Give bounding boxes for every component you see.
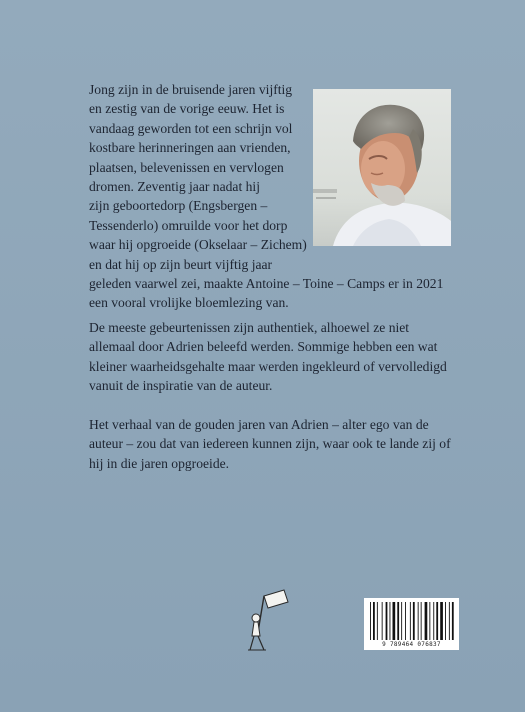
author-photo — [313, 89, 451, 246]
barcode-bar — [445, 602, 446, 640]
paragraph-line: allemaal door Adrien beleefd werden. Sommige hebben een wat — [89, 339, 438, 355]
barcode-bar — [386, 602, 388, 640]
intro-line: plaatsen, belevenissen en vervlogen — [89, 159, 284, 175]
barcode-bar — [452, 602, 454, 640]
intro-line: Jong zijn in de bruisende jaren vijftig — [89, 82, 293, 97]
intro-line: dromen. Zeventig jaar nadat hij — [89, 179, 260, 195]
paragraph-line: Het verhaal van de gouden jaren van Adrien – alter ego van de — [89, 417, 429, 432]
barcode-bar — [418, 602, 419, 640]
intro-line: waar hij opgroeide (Okselaar – Zichem) — [89, 237, 307, 253]
intro-line: zijn geboortedorp (Engsbergen – — [89, 198, 268, 214]
intro-line: en dat hij op zijn beurt vijftig jaar — [89, 256, 273, 272]
barcode-bar — [405, 602, 406, 640]
flag-figure-icon — [244, 588, 290, 654]
paragraph-authenticity — [89, 318, 447, 396]
barcode-bar — [440, 602, 443, 640]
paragraph-golden-years — [89, 415, 451, 473]
paragraph-line: De meeste gebeurtenissen zijn authentiek, alhoewel ze niet — [89, 320, 410, 335]
barcode-bar — [421, 602, 422, 640]
barcode-bar — [373, 602, 375, 640]
barcode-bar — [410, 602, 411, 640]
barcode-bar — [393, 602, 396, 640]
paragraph-line: kleiner waarheidsgehalte maar werden ingekleurd of vervolledigd — [89, 358, 447, 374]
paragraph-line: hij in die jaren opgroeide. — [89, 455, 230, 471]
barcode-bar — [429, 602, 430, 640]
intro-line: een vooral vrolijke bloemlezing van. — [89, 295, 289, 311]
barcode-bar — [449, 602, 450, 640]
barcode-bar — [436, 602, 438, 640]
barcode-bar — [390, 602, 391, 640]
intro-line: kostbare herinneringen aan vrienden, — [89, 140, 291, 156]
barcode-bar — [397, 602, 399, 640]
author-portrait-icon — [313, 89, 451, 246]
barcode-icon — [364, 600, 459, 644]
barcode-bar — [377, 602, 378, 640]
isbn-barcode — [364, 598, 459, 650]
intro-line: Tessenderlo) omruilde voor het dorp — [89, 217, 288, 233]
barcode-bar — [401, 602, 402, 640]
publisher-logo — [244, 588, 290, 654]
isbn-number: 9 789464 076837 — [382, 641, 441, 648]
barcode-bar — [413, 602, 415, 640]
barcode-bar — [425, 602, 428, 640]
barcode-bar — [382, 602, 383, 640]
intro-line: vandaag geworden tot een schrijn vol — [89, 120, 293, 136]
intro-line: geleden vaarwel zei, maakte Antoine – Toine – Camps er in 2021 — [89, 276, 444, 292]
barcode-bar — [370, 602, 371, 640]
paragraph-line: vanuit de inspiratie van de auteur. — [89, 378, 273, 394]
paragraph-line: auteur – zou dat van iedereen kunnen zijn, waar ook te lande zij of — [89, 436, 451, 452]
barcode-bar — [433, 602, 434, 640]
intro-line: en zestig van de vorige eeuw. Het is — [89, 101, 285, 117]
